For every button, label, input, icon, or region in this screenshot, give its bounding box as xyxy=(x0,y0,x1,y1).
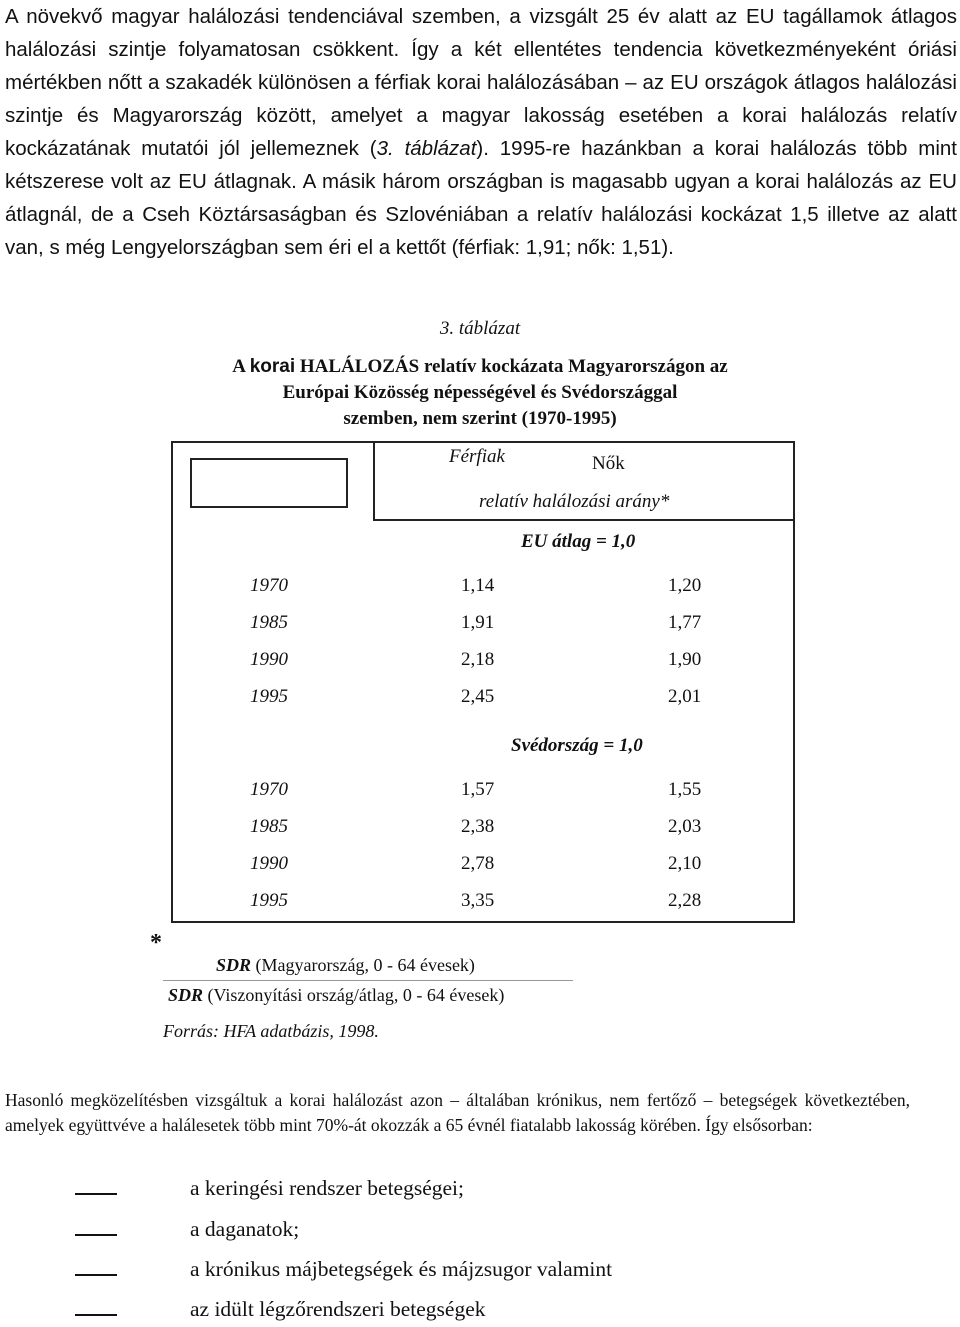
row-men: 3,35 xyxy=(461,890,495,911)
list-item xyxy=(0,1297,700,1327)
dash-icon xyxy=(75,1193,117,1195)
list-item xyxy=(0,1217,700,1247)
list-item-text: a keringési rendszer betegségei; xyxy=(190,1176,464,1200)
col-subheader: relatív halálozási arány* xyxy=(479,491,670,512)
header-empty-box xyxy=(190,458,348,508)
row-women: 1,90 xyxy=(668,649,702,670)
denominator-text: (Viszonyítási ország/átlag, 0 - 64 évesek) xyxy=(203,985,505,1005)
second-paragraph: Hasonló megközelítésben vizsgáltuk a korai halálozást azon – általában krónikus, nem fertőző – betegségek következtében, amelyek együttvéve a halálesetek több mint 70%-át okozzák a 65 évnél fiatalabb lakosság körében. Így elsősorban: xyxy=(5,1090,910,1135)
list-item-text: a daganatok; xyxy=(190,1217,300,1241)
footnote-numerator xyxy=(216,955,475,976)
list-item xyxy=(0,1257,700,1287)
row-women: 2,10 xyxy=(668,853,702,874)
row-year: 1990 xyxy=(250,649,288,670)
intro-text-1: A növekvő magyar halálozási tendenciával szemben, a vizsgált 25 év alatt az EU tagállamok átlagos halálozási szintje folyamatosan csökkent. Így a két ellentétes tendencia következményeként óriási mértékben nőtt a szakadék különösen a férfiak korai halálozásában – az EU országok átlagos halálozási szintje és Magyarország között, amelyet a magyar lakosság esetében a korai halálozás relatív kockázatának mutatói jól jellemeznek ( xyxy=(5,5,957,160)
title-line2: Európai Közösség népességével és Svédországgal xyxy=(282,382,678,403)
row-women: 1,55 xyxy=(668,779,702,800)
row-men: 1,91 xyxy=(461,612,495,633)
col-header-women: Nők xyxy=(592,453,625,474)
dash-icon xyxy=(75,1274,117,1276)
row-women: 2,03 xyxy=(668,816,702,837)
row-men: 1,57 xyxy=(461,779,495,800)
row-men: 2,18 xyxy=(461,649,495,670)
row-women: 1,77 xyxy=(668,612,702,633)
table-caption: 3. táblázat xyxy=(439,318,521,339)
table-title xyxy=(140,354,820,432)
table-reference: 3. táblázat xyxy=(376,137,477,160)
numerator-sdr: SDR xyxy=(216,955,252,975)
row-men: 1,14 xyxy=(461,575,495,596)
fraction-line xyxy=(163,980,573,981)
numerator-text: (Magyarország, 0 - 64 évesek) xyxy=(251,955,475,975)
denominator-sdr: SDR xyxy=(168,985,204,1005)
intro-text-2: ). 1995-re hazánkban a korai halálozás több mint kétszerese volt az EU átlagnak. A másik három országban is magasabb ugyan a korai halálozás az EU átlagnál, de a Cseh Köztársaságban és Szlovéniában a relatív halálozási kockázat 1,5 illetve az alatt van, s még Lengyelországban sem éri el a kettőt (férfiak: 1,91; nők: 1,51). xyxy=(5,137,957,259)
section-se-header: Svédország = 1,0 xyxy=(511,735,643,756)
title-korai: korai xyxy=(249,356,296,377)
row-men: 2,38 xyxy=(461,816,495,837)
source-note: Forrás: HFA adatbázis, 1998. xyxy=(163,1021,379,1041)
intro-paragraph xyxy=(5,0,957,264)
list-item-text: a krónikus májbetegségek és májzsugor valamint xyxy=(190,1257,613,1281)
header-divider-vertical xyxy=(373,441,375,519)
footnote-denominator xyxy=(168,985,504,1006)
footnote-star: * xyxy=(150,930,162,956)
dash-icon xyxy=(75,1234,117,1236)
dash-icon xyxy=(75,1314,117,1316)
list-item xyxy=(0,1176,700,1206)
section-eu-header: EU átlag = 1,0 xyxy=(521,531,636,552)
col-header-men: Férfiak xyxy=(449,446,505,467)
table-frame xyxy=(171,441,795,923)
row-women: 1,20 xyxy=(668,575,702,596)
row-year: 1985 xyxy=(250,612,288,633)
row-men: 2,78 xyxy=(461,853,495,874)
row-year: 1995 xyxy=(250,686,288,707)
title-line3: szemben, nem szerint (1970-1995) xyxy=(343,408,617,429)
list-item-text: az idült légzőrendszeri betegségek xyxy=(190,1297,486,1321)
row-women: 2,28 xyxy=(668,890,702,911)
row-women: 2,01 xyxy=(668,686,702,707)
title-prefix: A xyxy=(232,356,250,377)
row-year: 1985 xyxy=(250,816,288,837)
header-divider-horizontal xyxy=(373,519,793,521)
title-line1: HALÁLOZÁS relatív kockázata Magyarországon az xyxy=(295,356,728,377)
row-year: 1970 xyxy=(250,575,288,596)
row-year: 1990 xyxy=(250,853,288,874)
row-year: 1995 xyxy=(250,890,288,911)
row-year: 1970 xyxy=(250,779,288,800)
row-men: 2,45 xyxy=(461,686,495,707)
